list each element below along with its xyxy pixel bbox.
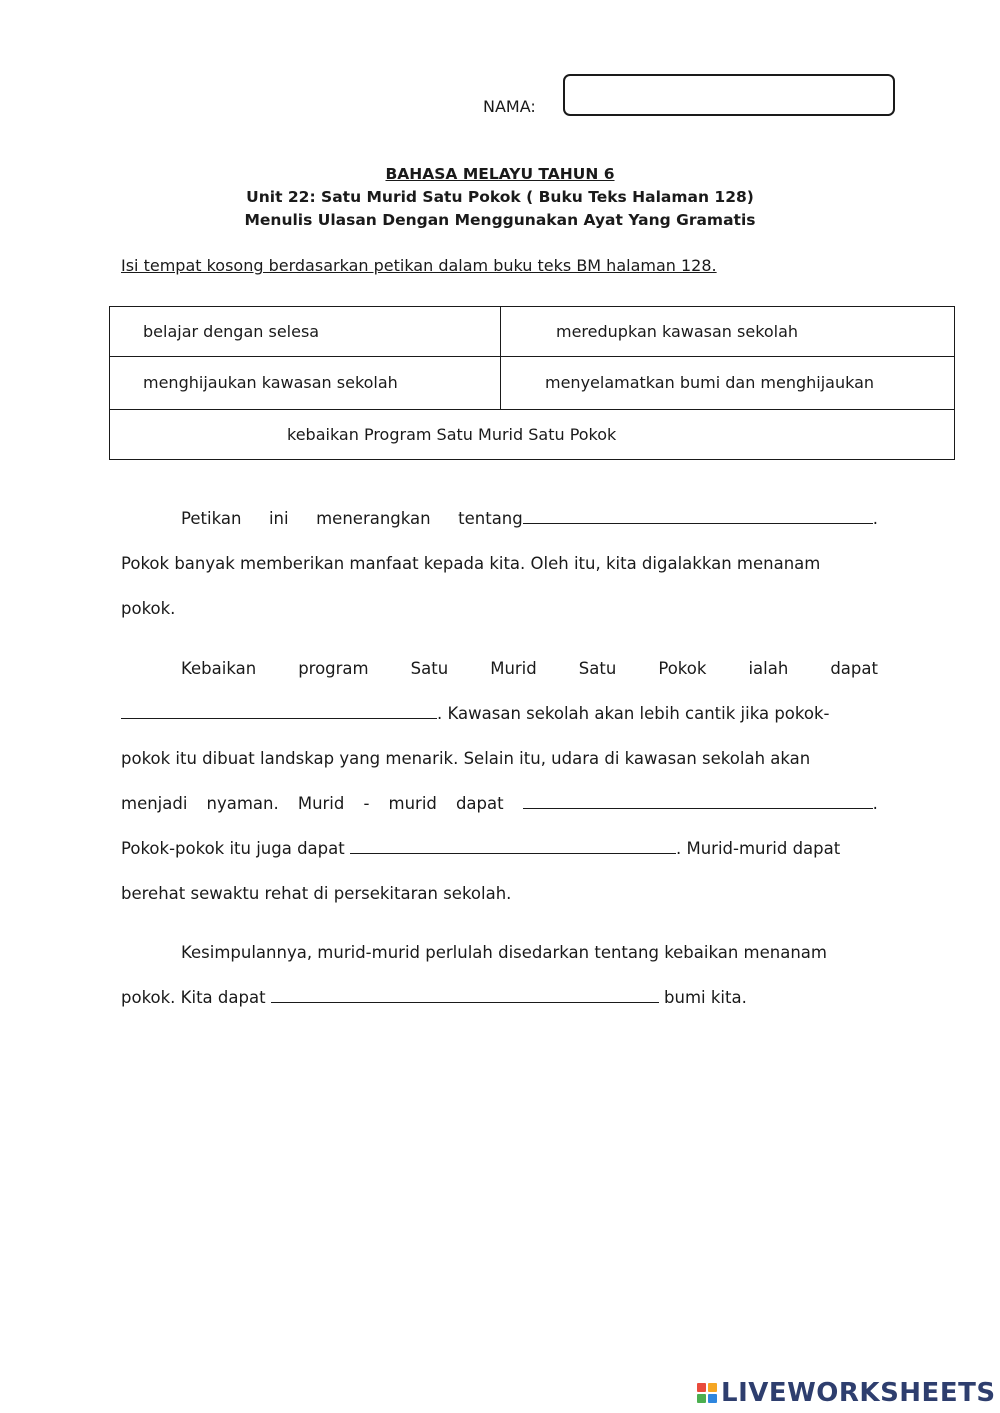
word-bank-cell: menghijaukan kawasan sekolah: [143, 373, 398, 392]
word: menjadi: [121, 794, 188, 813]
word: Murid: [490, 659, 537, 678]
liveworksheets-logo[interactable]: [697, 1378, 996, 1408]
passage-line: Pokok banyak memberikan manfaat kepada kita. Oleh itu, kita digalakkan menanam: [121, 554, 821, 573]
word: -: [363, 794, 370, 813]
text: Pokok-pokok itu juga dapat: [121, 839, 345, 858]
passage-line: berehat sewaktu rehat di persekitaran sekolah.: [121, 884, 512, 903]
passage-line: pokok itu dibuat landskap yang menarik. Selain itu, udara di kawasan sekolah akan: [121, 749, 811, 768]
instruction-text: Isi tempat kosong berdasarkan petikan dalam buku teks BM halaman 128.: [121, 256, 717, 275]
word: program: [298, 659, 369, 678]
name-label: NAMA:: [483, 97, 536, 116]
blank-field-2[interactable]: [121, 704, 437, 719]
word: nyaman.: [206, 794, 279, 813]
logo-text: LIVEWORKSHEETS: [721, 1378, 996, 1408]
word: Satu: [410, 659, 449, 678]
passage-line: pokok.: [121, 599, 176, 618]
passage-line: [181, 496, 878, 541]
word: ini: [268, 509, 289, 528]
punctuation: .: [872, 794, 878, 813]
word: dapat: [830, 659, 878, 678]
word: ialah: [748, 659, 789, 678]
blank-field-1[interactable]: [523, 509, 873, 524]
word-bank-cell: kebaikan Program Satu Murid Satu Pokok: [287, 425, 617, 444]
word: tentang: [458, 509, 523, 528]
blank-group: [458, 496, 878, 541]
word-bank-cell: menyelamatkan bumi dan menghijaukan: [545, 373, 875, 392]
blank-field-4[interactable]: [350, 839, 676, 854]
text: . Kawasan sekolah akan lebih cantik jika pokok-: [437, 704, 830, 723]
word: murid: [388, 794, 437, 813]
passage-line: [121, 691, 878, 736]
word: Pokok: [658, 659, 707, 678]
title-unit: Unit 22: Satu Murid Satu Pokok ( Buku Teks Halaman 128): [246, 188, 754, 206]
word-bank-cell: belajar dengan selesa: [143, 322, 320, 341]
passage-line: [181, 646, 878, 691]
punctuation: .: [872, 509, 878, 528]
title-subject: BAHASA MELAYU TAHUN 6: [385, 165, 615, 183]
text: pokok. Kita dapat: [121, 988, 266, 1007]
word: dapat: [455, 794, 504, 813]
word: Kebaikan: [181, 659, 257, 678]
word: menerangkan: [316, 509, 431, 528]
blank-field-3[interactable]: [523, 794, 873, 809]
word: Satu: [578, 659, 617, 678]
logo-blocks-icon: [697, 1383, 717, 1403]
passage-line: [121, 975, 878, 1020]
text: . Murid-murid dapat: [675, 839, 841, 858]
passage-line: [121, 781, 878, 826]
blank-field-5[interactable]: [271, 988, 659, 1003]
word: Murid: [297, 794, 345, 813]
passage: [121, 0, 878, 1100]
passage-line: Kesimpulannya, murid-murid perlulah disedarkan tentang kebaikan menanam: [181, 943, 827, 962]
blank-group: [523, 781, 878, 826]
text: bumi kita.: [664, 988, 747, 1007]
word: Petikan: [181, 509, 242, 528]
title-task: Menulis Ulasan Dengan Menggunakan Ayat Yang Gramatis: [244, 211, 756, 229]
passage-line: [121, 826, 878, 871]
word-bank-cell: meredupkan kawasan sekolah: [556, 322, 799, 341]
